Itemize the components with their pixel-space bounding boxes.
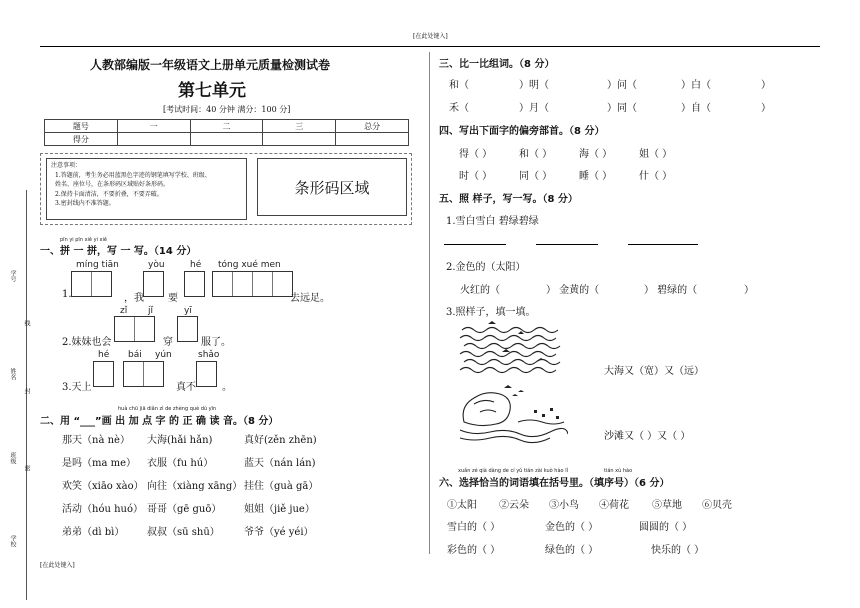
s1q3-py4: shǎo [198,350,220,360]
margin-mark-secret: 密 [23,465,30,471]
s2-item[interactable]: 真好(zěn zhēn) [244,435,317,446]
beach-illustration [458,382,568,444]
section2-heading: 二、用 “___”画 出 加 点 字 的 正 确 读 音。（8 分） [40,416,279,427]
s2-item[interactable]: 活动（hóu huó） [62,504,143,515]
section4-heading: 四、写出下面字的偏旁部首。（8 分） [439,126,605,137]
s2-row [62,431,362,454]
s6-pinyin2: tián xù hào [604,468,633,474]
s6-option: ①太阳 [447,500,477,511]
s5-q1-blank2[interactable] [536,244,598,245]
s2-row [62,454,362,477]
s5-q2-item[interactable]: ） 金黄的（ [546,285,600,296]
s1q1-text4: 去远足。 [290,293,330,304]
s2-grid [62,431,362,546]
score-cell-1[interactable] [117,133,190,146]
s2-item[interactable]: 爷爷（yé yéi） [244,527,314,538]
score-cell-2[interactable] [190,133,263,146]
score-header-2: 二 [190,120,263,133]
s2-item[interactable]: 欢笑（xiāo xào） [62,481,144,492]
s1q2-grid1[interactable] [114,316,155,342]
footer-note: [在此处键入] [40,562,75,569]
s6-cell[interactable]: 绿色的（ ） [545,545,599,556]
s1q2-text2: 穿 [163,337,173,348]
s1q1-py4: tóng xué men [218,260,281,270]
s4-cell[interactable]: 海（ ） [579,149,613,160]
s3-cell: ） [761,103,771,114]
unit-title: 第七单元 [178,81,246,101]
s3-cell[interactable]: ）自（ [681,103,711,114]
s5-q3-exercise[interactable]: 沙滩又（ ）又（ ） [604,431,691,442]
s3-cell[interactable]: ）明（ [519,80,549,91]
notice-heading: 注意事项： [51,162,82,169]
s6-pinyin: xuǎn zé qià dàng de cí yǔ tián zài kuò hào lǐ [458,468,568,474]
s2-item[interactable]: 那天（nà nè） [62,435,130,446]
score-table [44,119,409,146]
s1q3-grid2[interactable] [123,361,164,387]
s1q1-grid4[interactable] [212,271,293,297]
s5-q1-blank3[interactable] [628,244,698,245]
s2-item[interactable]: 蓝天（nán lán) [244,458,316,469]
s2-row [62,477,362,500]
margin-mark-line: 线 [23,320,30,326]
column-divider [429,52,430,554]
header-rule [40,46,820,47]
s1q3-grid3[interactable] [196,361,217,387]
s1q2-grid2[interactable] [177,316,198,342]
s5-q1-blank1[interactable] [444,244,506,245]
s4-cell[interactable]: 和（ ） [519,149,553,160]
notice-box [46,158,247,220]
s1q3-text3: 。 [222,382,232,393]
s6-cell[interactable]: 彩色的（ ） [447,545,501,556]
s4-cell[interactable]: 什（ ） [639,171,673,182]
score-cell-3[interactable] [263,133,336,146]
s1q1-py2: yòu [148,260,165,270]
s2-item[interactable]: 衣服（fu hú） [147,458,214,469]
s3-cell[interactable]: ）月（ [519,103,549,114]
score-header-label: 题号 [45,120,118,133]
s6-option: ⑤草地 [652,500,682,511]
s5-q2: 2.金色的（太阳） [446,262,526,273]
margin-label-id: 学号 [9,270,16,282]
s6-option: ②云朵 [499,500,529,511]
s4-cell[interactable]: 姐（ ） [639,149,673,160]
s4-cell[interactable]: 得（ ） [459,149,493,160]
s1q1-grid2[interactable] [143,271,164,297]
score-header-total: 总分 [336,120,409,133]
s2-item[interactable]: 是吗（ma me） [62,458,137,469]
score-header-1: 一 [117,120,190,133]
score-header-3: 三 [263,120,336,133]
notice-item-1b: 姓名、座位号，在条形码区域贴好条形码。 [55,181,170,188]
section5-heading: 五、照 样子，写一写。（8 分） [439,194,578,205]
exam-info: [考试时间：40 分钟 满分：100 分] [163,105,291,114]
s6-cell[interactable]: 快乐的（ ） [651,545,705,556]
s3-cell[interactable]: 禾（ [449,103,469,114]
s1q1-py3: hé [190,260,202,270]
s2-item[interactable]: 大海(hǎi hǎn) [147,435,213,446]
s6-cell[interactable]: 雪白的（ ） [447,522,501,533]
notice-item-2: 2.保持卡面清洁，不要折叠，不要弄破。 [55,190,163,198]
s5-q2-item: ） [744,285,754,296]
score-cell-total[interactable] [336,133,409,146]
s5-q2-item[interactable]: ） 碧绿的（ [644,285,698,296]
s1q2-py3: yī [184,306,192,316]
s6-cell[interactable]: 金色的（ ） [545,522,599,533]
s4-cell[interactable]: 睡（ ） [579,171,613,182]
margin-label-class: 班级 [9,452,16,464]
s2-row [62,523,362,546]
s2-item[interactable]: 哥哥（gē guō） [147,504,222,515]
s2-row [62,500,362,523]
s2-item[interactable]: 叔叔（sū shū） [147,527,220,538]
s1q3-py3: yún [155,350,172,360]
s1q3-py1: hé [98,350,110,360]
header-note: [在此处键入] [413,33,448,40]
s6-cell[interactable]: 圆圆的（ ） [639,522,693,533]
s6-option: ⑥贝壳 [702,500,732,511]
s6-option: ④荷花 [599,500,629,511]
exam-title: 人教部编版一年级语文上册单元质量检测试卷 [90,58,331,72]
s3-cell: ） [761,80,771,91]
s1q2-py1: zǐ [120,306,128,316]
s3-cell[interactable]: ）问（ [607,80,637,91]
s1q1-grid1[interactable] [71,271,112,297]
sea-illustration [458,320,568,378]
s3-cell[interactable]: 和（ [449,80,469,91]
s3-cell[interactable]: ）同（ [607,103,637,114]
section6-heading: 六、选择恰当的词语填在括号里。（填序号）（6 分） [439,478,670,489]
s5-q3: 3.照样子，填一填。 [446,307,536,318]
s2-item[interactable]: 姐姐（jiě jue） [244,504,315,515]
section1-heading: 一、拼 一 拼，写 一 写。（14 分） [40,246,197,257]
s1q3-text2: 真不 [176,382,196,393]
notice-item-3: 3.密封线内不准答题。 [55,200,115,207]
s2-item[interactable]: 挂住（guà gā） [244,481,319,492]
section3-heading: 三、比一比组词。（8 分） [439,59,555,70]
s3-cell[interactable]: ）白（ [681,80,711,91]
s2-item[interactable]: 弟弟（dì bì） [62,527,125,538]
barcode-label: 条形码区域 [294,178,370,197]
s2-item[interactable]: 向往（xiàng xāng） [147,481,243,492]
s2-pinyin: huà chū jiā diǎn zì de zhèng què dú yīn [118,406,217,412]
s5-q2-item[interactable]: 火红的（ [460,285,500,296]
margin-label-school: 学校 [9,535,16,547]
margin-label-name: 姓名 [9,368,16,380]
s6-option: ③小鸟 [549,500,579,511]
s1q1-grid3[interactable] [184,271,205,297]
s1q3-py2: bái [128,350,142,360]
s5-q3-example: 大海又（宽）又（远） [604,366,704,377]
notice-item-1: 1.答题前，考生务必用蓝黑色字迹的钢笔填写学校、班级、 [55,171,211,179]
binding-line [26,190,27,600]
s1q1-text1: 1. [62,289,72,300]
s4-cell[interactable]: 同（ ） [519,171,553,182]
s5-q1: 1.雪白雪白 碧绿碧绿 [446,216,539,227]
s1q1-py1: míng tiān [76,260,119,270]
s1q3-grid1[interactable] [93,361,114,387]
s1q1-text3: 要 [168,293,178,304]
s1q2-py2: jǐ [148,306,154,316]
s1q2-text1: 2.妹妹也会 [62,337,112,348]
score-row-label: 得分 [45,133,118,146]
barcode-area[interactable] [257,158,407,216]
s1q3-text1: 3.天上 [62,382,92,393]
margin-mark-seal: 封 [23,388,30,394]
s4-cell[interactable]: 时（ ） [459,171,493,182]
s1q2-text3: 服了。 [201,337,231,348]
s1q1-text2: ，我 [124,293,144,304]
s1-pinyin: pīn yi pīn xiě yi xiě [60,237,107,243]
